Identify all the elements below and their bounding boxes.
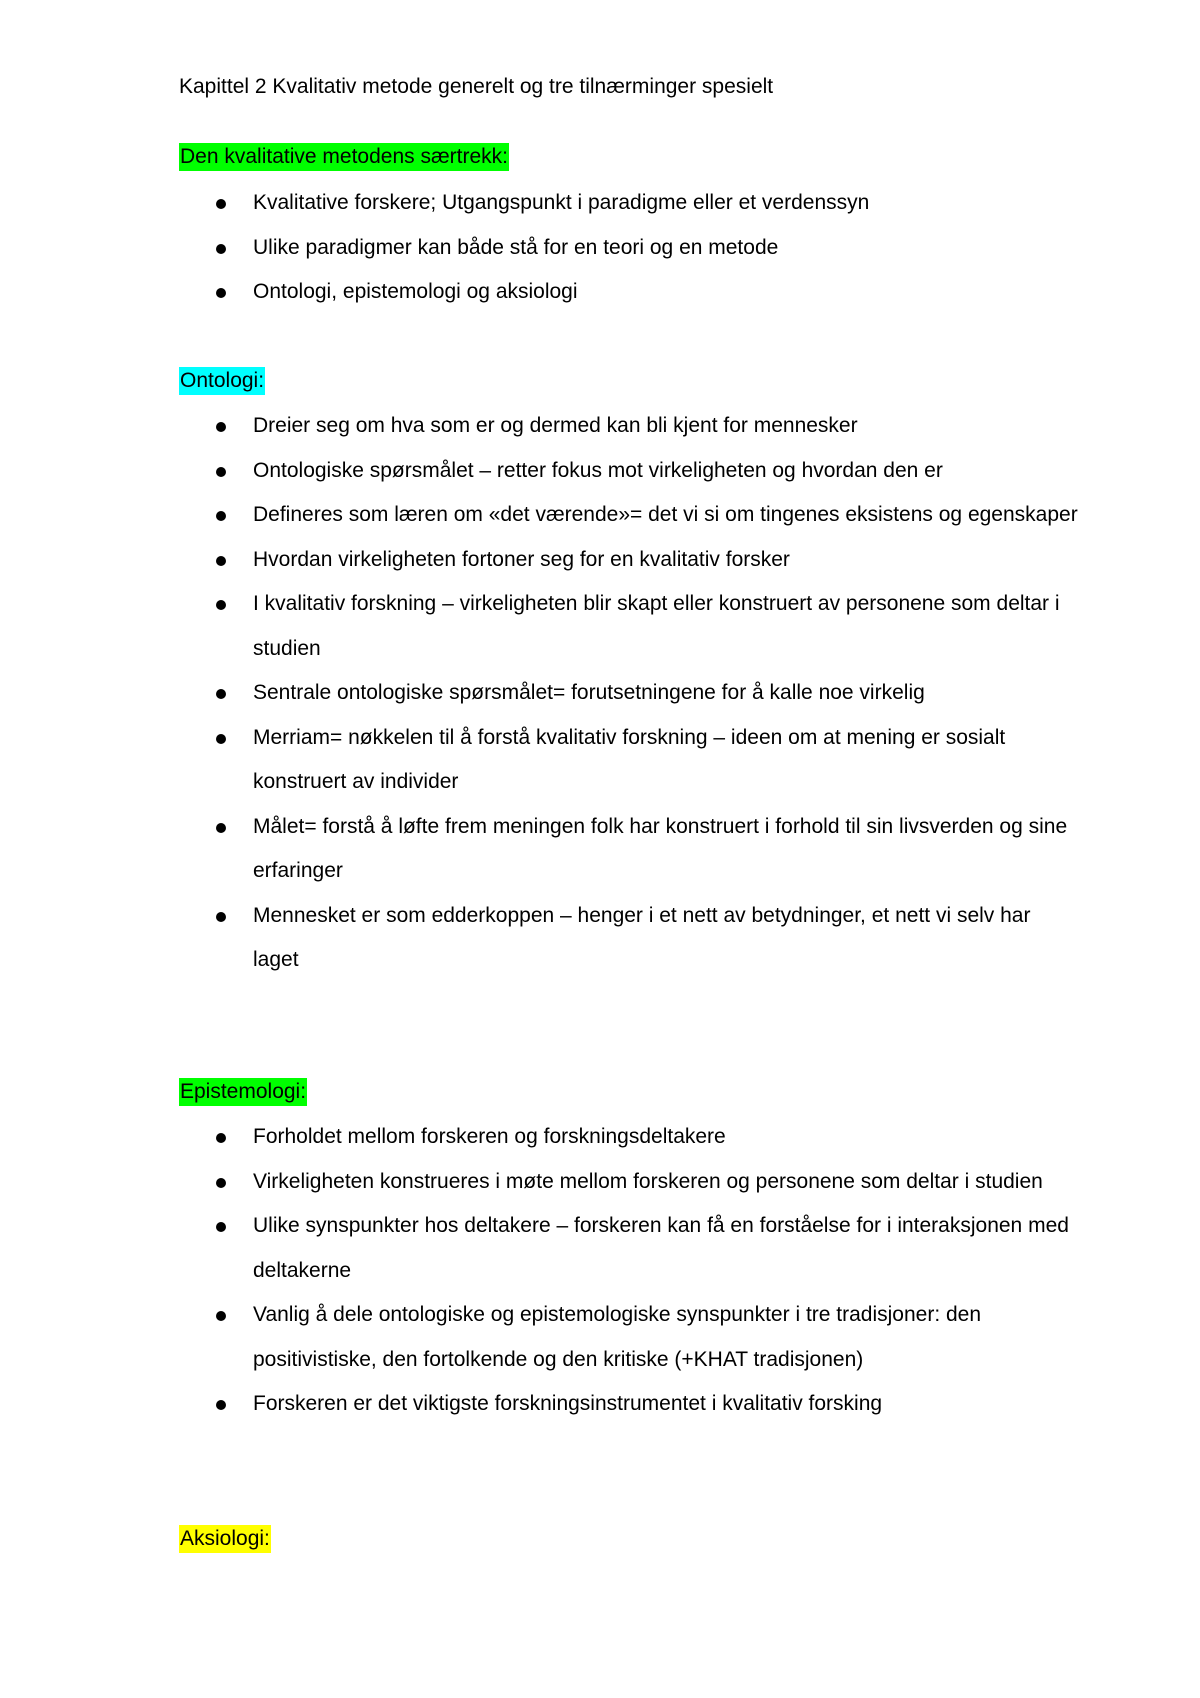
bullet-icon — [216, 511, 226, 521]
section-heading-saertrekk — [179, 142, 509, 172]
bullet-icon — [216, 912, 226, 922]
list-item-text: Dreier seg om hva som er og dermed kan bli kjent for mennesker — [253, 414, 858, 437]
bullet-icon — [216, 467, 226, 477]
bullet-icon — [216, 1222, 226, 1232]
section-heading-aksiologi — [179, 1524, 271, 1554]
section-heading-epistemologi — [179, 1077, 307, 1107]
list-item-text: Merriam= nøkkelen til å forstå kvalitativ forskning – ideen om at mening er sosialt konstruert av individer — [253, 725, 1006, 793]
heading-highlight: Epistemologi: — [179, 1078, 307, 1106]
list-item-text: Vanlig å dele ontologiske og epistemologiske synspunkter i tre tradisjoner: den positivistiske, den fortolkende og den kritiske (+KHAT tradisjonen) — [253, 1303, 982, 1371]
bullet-icon — [216, 199, 226, 209]
list-item — [0, 671, 1200, 716]
list-item-text: I kvalitativ forskning – virkeligheten blir skapt eller konstruert av personene som deltar i studien — [253, 592, 1060, 660]
list-item-text: Forskeren er det viktigste forskningsinstrumentet i kvalitativ forsking — [253, 1392, 883, 1415]
list-item-text: Forholdet mellom forskeren og forskningsdeltakere — [253, 1125, 726, 1148]
bullet-icon — [216, 1133, 226, 1143]
list-item — [0, 449, 1200, 494]
list-item-text: Mennesket er som edderkoppen – henger i et nett av betydninger, et nett vi selv har laget — [253, 903, 1031, 971]
list-item — [0, 716, 1200, 805]
bullet-icon — [216, 1311, 226, 1321]
bullet-icon — [216, 244, 226, 254]
list-item — [0, 1160, 1200, 1205]
document-title: Kapittel 2 Kvalitativ metode generelt og tre tilnærminger spesielt — [179, 75, 774, 98]
heading-highlight: Ontologi: — [179, 367, 265, 395]
bullet-list-saertrekk — [0, 181, 1200, 315]
list-item — [0, 582, 1200, 671]
bullet-icon — [216, 823, 226, 833]
list-item — [0, 1293, 1200, 1382]
list-item — [0, 270, 1200, 315]
bullet-icon — [216, 422, 226, 432]
list-item — [0, 894, 1200, 983]
list-item — [0, 1115, 1200, 1160]
list-item-text: Ontologiske spørsmålet – retter fokus mot virkeligheten og hvordan den er — [253, 458, 943, 482]
list-item — [0, 1382, 1200, 1427]
list-item — [0, 404, 1200, 449]
list-item — [0, 1204, 1200, 1293]
bullet-list-ontologi — [0, 404, 1200, 983]
list-item-text: Målet= forstå å løfte frem meningen folk har konstruert i forhold til sin livsverden og sine erfaringer — [253, 814, 1068, 882]
list-item — [0, 181, 1200, 226]
heading-highlight: Den kvalitative metodens særtrekk: — [179, 143, 509, 171]
list-item-text: Ulike synspunkter hos deltakere – forskeren kan få en forståelse for i interaksjonen med deltakerne — [253, 1214, 1069, 1282]
list-item-text: Defineres som læren om «det værende»= det vi si om tingenes eksistens og egenskaper — [253, 503, 1078, 526]
list-item — [0, 226, 1200, 271]
list-item-text: Virkeligheten konstrueres i møte mellom forskeren og personene som deltar i studien — [253, 1169, 1043, 1193]
bullet-icon — [216, 600, 226, 610]
list-item-text: Kvalitative forskere; Utgangspunkt i paradigme eller et verdenssyn — [253, 191, 870, 214]
list-item-text: Ulike paradigmer kan både stå for en teori og en metode — [253, 235, 779, 259]
bullet-icon — [216, 689, 226, 699]
list-item-text: Hvordan virkeligheten fortoner seg for en kvalitativ forsker — [253, 547, 790, 571]
list-item-text: Sentrale ontologiske spørsmålet= forutsetningene for å kalle noe virkelig — [253, 681, 925, 704]
bullet-list-epistemologi — [0, 1115, 1200, 1427]
section-heading-ontologi — [179, 366, 265, 396]
bullet-icon — [216, 556, 226, 566]
list-item-text: Ontologi, epistemologi og aksiologi — [253, 280, 578, 303]
bullet-icon — [216, 734, 226, 744]
bullet-icon — [216, 1400, 226, 1410]
bullet-icon — [216, 1178, 226, 1188]
heading-highlight: Aksiologi: — [179, 1525, 271, 1553]
bullet-icon — [216, 288, 226, 298]
list-item — [0, 538, 1200, 583]
list-item — [0, 805, 1200, 894]
list-item — [0, 493, 1200, 538]
